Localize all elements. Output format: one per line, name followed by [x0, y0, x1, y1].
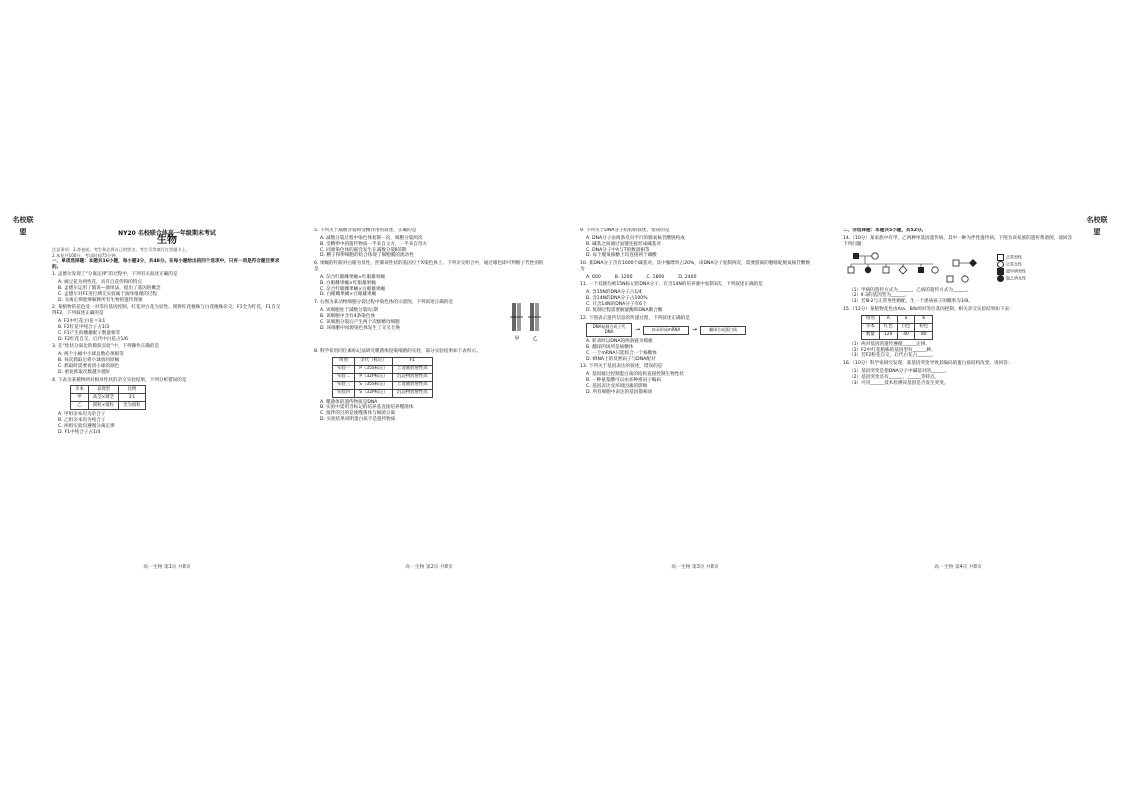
legend-label: 患甲病男性 — [1006, 268, 1026, 274]
table-cell: 上清液放射性高 — [392, 381, 432, 389]
option: A. 杂合红眼雌果蝇×红眼雄果蝇 — [320, 274, 385, 280]
subject-title: 生物 — [157, 234, 177, 246]
option: B. F2红花中纯合子占1/3 — [58, 324, 110, 330]
option: B. 每次抓取后将小球放回原桶 — [58, 358, 120, 363]
legend-label: 患乙病女性 — [1006, 275, 1026, 281]
question: 9. 下列关于DNA分子结构的叙述，错误的是 — [580, 228, 670, 233]
option: C. 该细胞分裂后产生两个次级精母细胞 — [320, 319, 400, 325]
option: A. 基因通过控制蛋白质的结构直接控制生物性状 — [586, 372, 684, 378]
option: D. 白眼雌果蝇×白眼雄果蝇 — [320, 292, 377, 298]
page-2 — [314, 228, 546, 568]
question: 3. 在“性状分离比的模拟实验”中，下列操作正确的是 — [52, 344, 160, 350]
table-cell: P（32P标记） — [355, 373, 393, 381]
option: （3）可用______技术检测该基因是否发生突变。 — [849, 380, 949, 386]
option: B. 孟德尔运用了假说—演绎法，提出了基因的概念 — [58, 285, 161, 291]
option: C. 同源染色体的联会发生在减数分裂Ⅱ前期 — [320, 247, 407, 253]
option: C. F1产生的雌雄配子数量相等 — [58, 330, 121, 336]
flow-box: DNA复制合成子代DNA — [586, 323, 632, 337]
page-4 — [843, 228, 1075, 568]
option: C. 搅拌的目的是使噬菌体与细菌分离 — [320, 411, 396, 417]
table-cell: 数量 — [862, 331, 880, 339]
section-heading: 一、单项选择题：本题共16小题，每小题3分，共48分。在每小题给出的四个选项中，只有一项是符合题目要求的。 — [52, 258, 280, 270]
flow-diagram — [586, 323, 812, 337]
option: C. 1800 — [646, 274, 665, 280]
data-table — [70, 385, 146, 410]
table-cell: 实验四 — [333, 389, 355, 397]
option: （3）若F2粉花自交，后代白花占______。 — [849, 353, 936, 359]
option: C. DNA分子中A与T的数量相等 — [586, 247, 650, 253]
flow-box: 翻译合成蛋白质 — [700, 326, 746, 335]
option: D. tRNA上的反密码子与DNA配对 — [586, 356, 656, 362]
data-table — [861, 315, 933, 340]
data-table — [332, 357, 433, 398]
question: 15.（12分）某植物花色由A/a、B/b两对等位基因控制，相关杂交实验结果如下表： — [843, 307, 1014, 313]
logo: 名校联盟 — [1086, 216, 1108, 236]
table-cell: 80 — [915, 331, 933, 339]
table-cell: S（32P标记） — [355, 389, 393, 397]
option: B. 1200 — [614, 274, 633, 280]
option: A. 600 — [586, 274, 601, 280]
option: A. 转录时以DNA的两条链为模板 — [586, 339, 653, 345]
table-header: 表现型 — [88, 386, 118, 394]
option: B. 碱基之间通过氢键连接形成碱基对 — [586, 241, 661, 247]
option: A. 减数分裂过程中染色体复制一次，细胞分裂两次 — [320, 235, 423, 241]
page-footer: 高一生物 第1页 共8页 — [143, 565, 191, 570]
table-cell: 白色 — [897, 323, 915, 331]
table-cell: 全为圆粒 — [119, 402, 146, 410]
page-1 — [52, 228, 282, 568]
question: 11. 一个双链均被15N标记的DNA分子，在含14N的培养液中复制3次，下列叙述正确的是 — [580, 282, 763, 288]
filled-square-icon — [997, 268, 1004, 275]
table-header: 组别 — [333, 357, 355, 365]
option: D. 精子和卵细胞的结合体现了细胞膜的流动性 — [320, 253, 414, 259]
option: （2）F2中红花植株的基因型有______种。 — [849, 347, 936, 353]
question: 5. 下列关于减数分裂和受精作用的叙述，正确的是 — [314, 228, 417, 233]
table-header: 比例 — [119, 386, 146, 394]
arrow-icon: → — [635, 326, 641, 334]
table-cell: 亲本 — [862, 323, 880, 331]
table-cell: 高茎×矮茎 — [88, 394, 118, 402]
table-header: 亲本 — [71, 386, 89, 394]
square-icon — [997, 254, 1004, 261]
option: C. 一个mRNA只能结合一个核糖体 — [586, 350, 657, 356]
table-cell: 粉色 — [915, 323, 933, 331]
table-cell: 乙 — [71, 402, 89, 410]
table-cell: 沉淀物放射性高 — [392, 389, 432, 397]
legend-label: 正常男性 — [1006, 254, 1022, 260]
option: D. 每个脱氧核糖上均连接两个磷酸 — [586, 253, 657, 259]
option: D. 实验结果说明蛋白质不是遗传物质 — [320, 417, 396, 423]
option: D. 所有细胞中表达的基因都相同 — [586, 389, 653, 395]
question: 14.（10分）某家族中有甲、乙两种单基因遗传病，其中一种为伴性遗传病。下图为该家族的遗传系谱图，请回答下列问题： — [843, 235, 1073, 247]
question: 1. 孟德尔发现了“分离定律”的过程中，下列有关叙述正确的是 — [52, 272, 178, 278]
option: C. 孟德尔对F1进行测交实验属于演绎推理的过程 — [58, 291, 157, 297]
figure-label: 甲 — [514, 336, 520, 343]
option: （1）基因突变是指DNA分子中碱基对的______。 — [849, 368, 950, 374]
question: 6. 果蝇的红眼对白眼为显性，控制该性状的基因位于X染色体上。下列杂交组合中，通过眼色即可判断子代性别的是 — [314, 261, 544, 273]
option: A. 甲组亲本均为杂合子 — [58, 412, 106, 418]
option: C. 抓取时需要看清小球的颜色 — [58, 363, 120, 369]
table-cell: 圆粒×皱粒 — [88, 402, 118, 410]
table-cell: P（35S标记） — [355, 365, 393, 373]
table-cell: 甲 — [71, 394, 89, 402]
logo: 名校联盟 — [12, 216, 34, 236]
option: A. 该细胞处于减数分裂Ⅰ后期 — [320, 307, 378, 313]
option: B. 受精卵中的遗传物质一半来自父方，一半来自母方 — [320, 241, 428, 247]
table-cell: 实验二 — [333, 373, 355, 381]
table-header: 亲代（标记） — [355, 357, 393, 365]
option: C. 两组实验均遵循分离定律 — [58, 423, 115, 429]
table-cell: 实验一 — [333, 365, 355, 373]
table-cell: 3∶1 — [119, 394, 146, 402]
option: A. F2中红花∶白花＝3∶1 — [58, 318, 106, 324]
option: （1）甲病的遗传方式为______，乙病的遗传方式为______。 — [849, 287, 972, 293]
arrow-icon: → — [692, 326, 698, 334]
chromosome-figure — [506, 300, 546, 347]
option: B. 白眼雌果蝇×红眼雄果蝇 — [320, 280, 376, 286]
question: 16.（10分）科学家研究发现，某基因突变导致其编码的蛋白质结构改变。请回答： — [843, 361, 1013, 367]
option: （1）两对基因的遗传遵循______定律。 — [849, 341, 931, 347]
table-header: A — [879, 315, 897, 323]
option: A. 噬菌体的遗传物质是DNA — [320, 399, 378, 405]
table-cell: 实验三 — [333, 381, 355, 389]
option: D. F1中纯合子占1/4 — [58, 429, 101, 435]
option: B. 翻译的场所是核糖体 — [586, 344, 634, 350]
table-header: b — [915, 315, 933, 323]
option: A. 豌豆花为两性花，具有自花传粉的特点 — [58, 279, 143, 285]
option: B. 一种氨基酸可以由多种密码子编码 — [586, 378, 661, 384]
circle-icon — [997, 261, 1004, 268]
option: C. 只含14N的DNA分子有6个 — [586, 301, 647, 307]
option: D. 分离定律能够解释所有生物的遗传现象 — [58, 297, 143, 303]
question: 13. 下列关于基因表达的叙述，错误的是 — [580, 364, 663, 370]
table-cell: S（35S标记） — [355, 381, 393, 389]
table-cell: 红色 — [879, 323, 897, 331]
option: （2）Ⅱ-3的基因型为______。 — [849, 293, 910, 299]
table-cell: 沉淀物放射性高 — [392, 373, 432, 381]
option: C. 基因表达受环境因素的影响 — [586, 384, 648, 389]
option: B. 含14N的DNA分子占100% — [586, 296, 648, 302]
table-cell: 上清液放射性高 — [392, 365, 432, 373]
table-cell: 40 — [897, 331, 915, 339]
option: A. DNA分子由两条反向平行的脱氧核苷酸链构成 — [586, 235, 685, 241]
notice: 注意事项：1.答卷前，考生务必将自己的姓名、考生号等填写在答题卡上。 — [52, 246, 190, 252]
option: D. 该细胞中同源染色体发生了交叉互换 — [320, 325, 400, 331]
chromosome-diagram — [506, 300, 546, 344]
option: （2）基因突变具有______、______等特点。 — [849, 374, 940, 380]
question: 12. 下图表示遗传信息的传递过程，下列叙述正确的是 — [580, 315, 690, 321]
option: D. 2400 — [678, 274, 697, 280]
table-header: F1 — [392, 357, 432, 365]
table-header: a — [897, 315, 915, 323]
option: D. 重复抓取次数越少越好 — [58, 369, 111, 375]
pedigree-chart — [843, 250, 993, 286]
question: 10. 某DNA分子含有1000个碱基对，其中腺嘌呤占20%，该DNA分子复制两次，需要游离的胞嘧啶脱氧核苷酸数为 — [580, 261, 811, 273]
option: D. 复制过程需要解旋酶和DNA聚合酶 — [586, 307, 663, 313]
option: B. 实验中需用含标记的培养基直接培养噬菌体 — [320, 405, 414, 411]
option: B. 该细胞中含有4条染色体 — [320, 313, 375, 319]
figure-label: 乙 — [532, 336, 538, 343]
option: C. 杂合红眼雌果蝇×白眼雄果蝇 — [320, 286, 386, 292]
option: B. 乙组亲本均为纯合子 — [58, 418, 106, 424]
table-header: 组别 — [862, 315, 880, 323]
option: A. 两个小桶中小球总数必须相等 — [58, 352, 124, 358]
flow-box: 转录形成mRNA — [643, 326, 689, 335]
option: （3）若Ⅲ-2与正常男性婚配，生一个患病孩子的概率为1/8。 — [849, 299, 973, 305]
question: 4. 下表为某植物两对相对性状的杂交实验结果，下列分析错误的是 — [52, 377, 187, 383]
notice: 2.本卷共100分，考试时间75分钟。 — [52, 252, 120, 258]
legend-label: 正常女性 — [1006, 261, 1022, 267]
option: D. F2红花自交，后代中白花占1/6 — [58, 336, 128, 342]
filled-circle-icon — [997, 275, 1004, 282]
pedigree-legend — [997, 254, 1026, 282]
page-footer: 高一生物 第2页 共8页 — [405, 565, 453, 570]
option: A. 含15N的DNA分子占1/4 — [586, 290, 642, 296]
exam-header: NY20 名校联合体高一年级期末考试 — [118, 230, 216, 237]
question: 7. 右图为某动物细胞分裂过程中染色体的示意图，下列叙述正确的是 — [314, 300, 454, 306]
page-footer: 高一生物 第4页 共8页 — [934, 565, 982, 570]
question: 2. 某植物的花色受一对等位基因控制，红花对白花为显性。现将红花植株与白花植株杂交，F1全为红花，F1自交得F2，下列叙述正确的是 — [52, 305, 281, 317]
page-footer: 高一生物 第3页 共8页 — [671, 565, 719, 570]
page-3 — [580, 228, 812, 568]
table-cell: 120 — [879, 331, 897, 339]
question: 8. 科学家用同位素标记法研究噬菌体侵染细菌的实验，部分实验结果如下表所示。 — [314, 349, 481, 355]
section-heading: 二、非选择题：本题共5小题，共52分。 — [843, 228, 927, 233]
